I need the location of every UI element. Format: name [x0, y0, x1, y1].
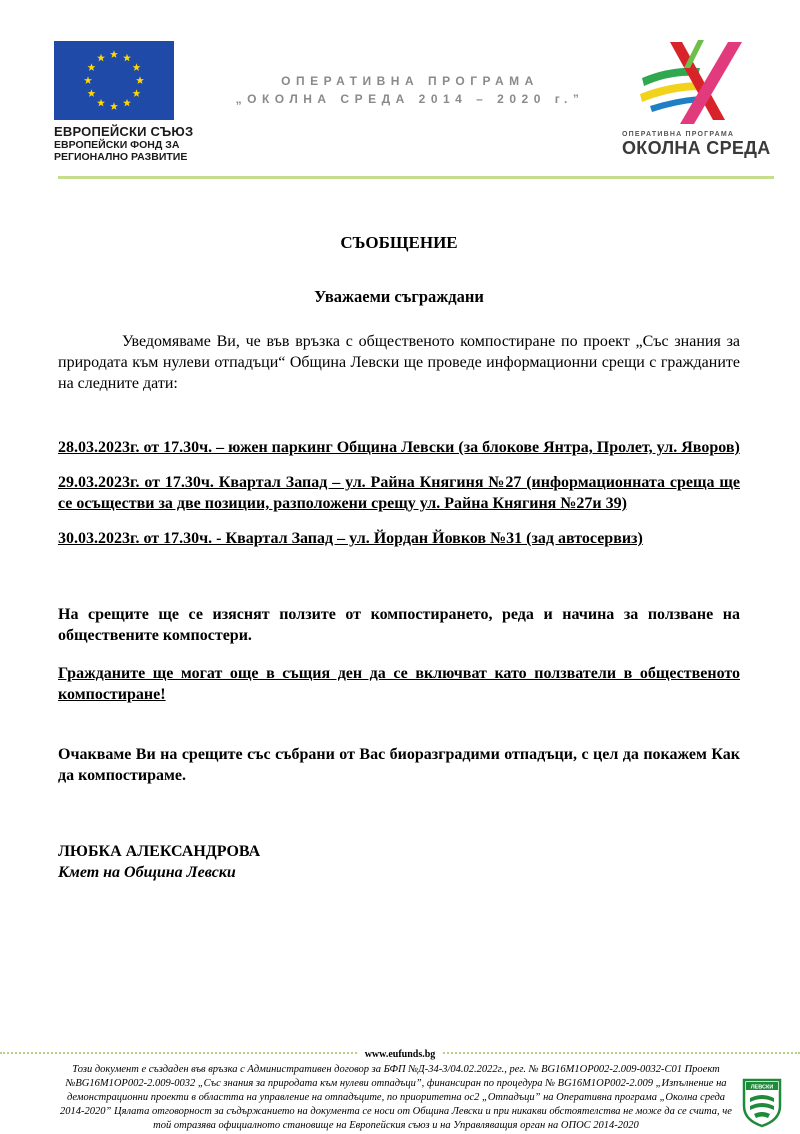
document-body: [58, 232, 740, 883]
signature-role: Кмет на Община Левски: [58, 864, 236, 881]
eu-caption-line1: ЕВРОПЕЙСКИ СЪЮЗ: [54, 124, 194, 139]
levski-crest-icon: [740, 1076, 784, 1128]
meeting-date-2: 29.03.2023г. от 17.30ч. Квартал Запад – ул. Райна Княгиня №27 (информационната среща ще се осъществи за две позиции, разположени срещу ул. Райна Княгиня №27и 39): [58, 474, 740, 512]
crest-label: ЛЕВСКИ: [750, 1084, 774, 1091]
join-paragraph: Гражданите ще могат още в същия ден да се включват като ползватели в общественото компостиране!: [58, 665, 740, 703]
document-header: [0, 0, 800, 180]
environment-program-caption: [622, 131, 772, 158]
salutation: Уважаеми съграждани: [314, 287, 484, 306]
eu-logo-caption: [54, 124, 214, 163]
eu-caption-line2: ЕВРОПЕЙСКИ ФОНД ЗА: [54, 139, 180, 151]
expect-paragraph: Очакваме Ви на срещите със събрани от Вас биоразградими отпадъци, с цел да покажем Как да компостираме.: [58, 746, 740, 784]
eu-flag-icon: [54, 41, 174, 120]
signature-name: ЛЮБКА АЛЕКСАНДРОВА: [58, 843, 261, 860]
footer-url-wrap: [0, 1044, 800, 1062]
env-caption-small: ОПЕРАТИВНА ПРОГРАМА: [622, 131, 735, 138]
footer-disclaimer: Този документ е създаден във връзка с Административен договор за БФП №Д-34-3/04.02.2022г., рег. № BG16M1OP002-2.009-0032-C01 Проект №BG16M1OP002-2.009-0032 „Със знания за природата към нулеви отпадъци”, финансиран по процедура № BG16M1OP002-2.009 „Изпълнение на демонстрационни проекти в областта на управление на отпадъците, по приоритетна ос2 „Отпадъци” на Оперативна програма „Околна среда 2014-2020” Цялата отговорност за съдържанието на документа се носи от Община Левски и при никакви обстоятелства не може да се счита, че той отразява официалното становище на Европейския съюз и на Управляващия орган на ОПОС 2014-2020: [60, 1064, 732, 1131]
header-divider: [58, 176, 774, 179]
benefits-paragraph: На срещите ще се изяснят ползите от компостирането, реда и начина за ползване на обществените компостери.: [58, 606, 740, 644]
eu-caption-line3: РЕГИОНАЛНО РАЗВИТИЕ: [54, 151, 188, 163]
program-title: [210, 72, 610, 108]
env-caption-big: ОКОЛНА СРЕДА: [622, 138, 771, 158]
program-title-line2: „ОКОЛНА СРЕДА 2014 – 2020 г.”: [235, 92, 585, 106]
meeting-date-1: 28.03.2023г. от 17.30ч. – южен паркинг Община Левски (за блокове Янтра, Пролет, ул. Яворов): [58, 439, 740, 456]
document-title: СЪОБЩЕНИЕ: [340, 233, 458, 252]
footer-url[interactable]: www.eufunds.bg: [359, 1049, 442, 1060]
environment-program-logo-icon: [630, 38, 750, 128]
meeting-date-3: 30.03.2023г. от 17.30ч. - Квартал Запад – ул. Йордан Йовков №31 (зад автосервиз): [58, 530, 643, 547]
intro-paragraph: Уведомяваме Ви, че във връзка с общественото компостиране по проект „Със знания за природата към нулеви отпадъци“ Община Левски ще проведе информационни срещи с гражданите на следните дати:: [58, 333, 740, 392]
program-title-line1: ОПЕРАТИВНА ПРОГРАМА: [281, 74, 539, 88]
